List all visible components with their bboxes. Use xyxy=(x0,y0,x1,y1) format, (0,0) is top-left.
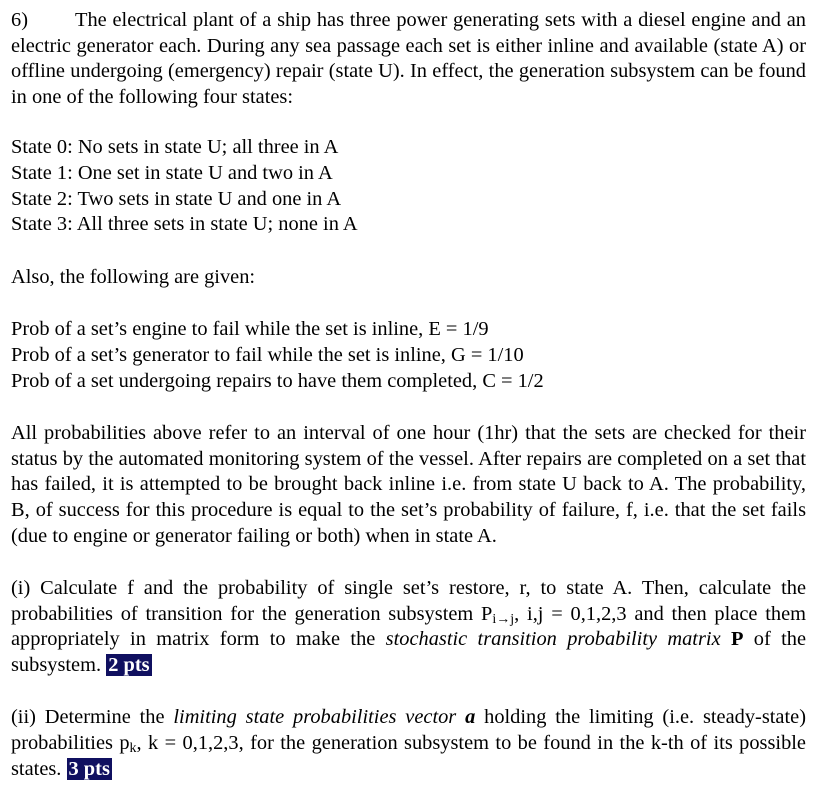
vector-term: limiting state probabilities vector xyxy=(173,706,457,729)
given-heading: Also, the following are given: xyxy=(11,265,256,288)
problem-number: 6) xyxy=(11,9,28,31)
given-item: Prob of a set’s generator to fail while the set is inline, G = 1/10 xyxy=(11,343,524,366)
problem-document xyxy=(11,8,806,782)
given-list xyxy=(11,317,806,394)
interval-paragraph: All probabilities above refer to an interval of one hour (1hr) that the sets are checked for their status by the automated monitoring system of the vessel. After repairs are completed on a set that has failed, it is attempted to be brought back inline i.e. from state U back to A. The probability, B, of success for this procedure is equal to the set’s probability of failure, f, i.e. that the set fails (due to engine or generator failing or both) when in state A. xyxy=(11,422,806,547)
vector-symbol: a xyxy=(465,706,476,729)
points-badge: 3 pts xyxy=(68,757,110,780)
given-item: Prob of a set undergoing repairs to have them completed, C = 1/2 xyxy=(11,369,544,392)
matrix-symbol: P xyxy=(730,628,744,651)
transition-subscript: i→j xyxy=(492,611,515,627)
given-item: Prob of a set’s engine to fail while the set is inline, E = 1/9 xyxy=(11,318,489,341)
part-ii-paragraph: (ii) Determine the limiting state probabilities vector a holding the limiting (i.e. steady-state) probabilities $p_k$, k = 0,1,2,3, for the generation subsystem to be found in the k-th of its possible states. 3 pts xyxy=(11,706,806,780)
state-item: State 3: All three sets in state U; none in A xyxy=(11,213,358,236)
state-item: State 0: No sets in state U; all three in A xyxy=(11,136,339,159)
part-i-paragraph: (i) Calculate f and the probability of single set’s restore, r, to state A. Then, calculate the probabilities of transition for the generation subsystem $P_{i\to j}$, i,j = 0,1,2,3 and then place them appropriately in matrix form to make the stochastic transition probability matrix P of the subsystem. 2 pts xyxy=(11,577,807,676)
state-list xyxy=(11,135,806,237)
state-item: State 2: Two sets in state U and one in A xyxy=(11,187,342,210)
state-item: State 1: One set in state U and two in A xyxy=(11,161,333,184)
k-subscript: k xyxy=(129,741,137,757)
intro-text: The electrical plant of a ship has three power generating sets with a diesel engine and an electric generator each. During any sea passage each set is either inline and available (state A) or offline undergoing (emergency) repair (state U). In effect, the generation subsystem can be found in one of the following four states: xyxy=(11,9,806,108)
points-badge: 2 pts xyxy=(108,653,150,676)
intro-paragraph xyxy=(11,8,806,110)
matrix-term: stochastic transition probability matrix xyxy=(385,628,721,651)
